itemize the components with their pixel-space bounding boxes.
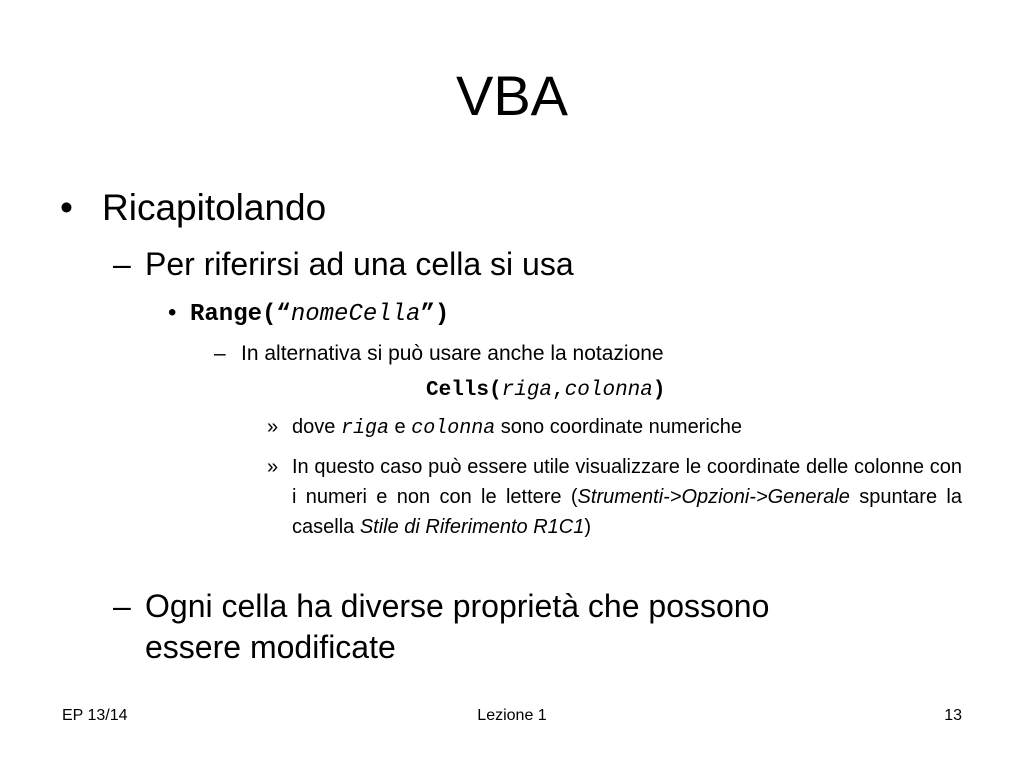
cells-code: Cells( bbox=[426, 379, 502, 402]
point-proprieta-line1: Ogni cella ha diverse proprietà che possono bbox=[145, 588, 770, 624]
range-code: Range(“ bbox=[190, 301, 291, 328]
sub1-code-colonna: colonna bbox=[411, 417, 496, 440]
range-param: nomeCella bbox=[290, 301, 421, 328]
footer-course: EP 13/14 bbox=[62, 707, 128, 724]
sub1-text-2: e bbox=[388, 416, 412, 438]
dash-icon: – bbox=[113, 588, 131, 624]
chevron-marker-icon: » bbox=[267, 456, 279, 478]
footer-lesson: Lezione 1 bbox=[477, 707, 547, 724]
sub1-text-3: sono coordinate numeriche bbox=[495, 416, 743, 438]
sub2-menu-path: Strumenti->Opzioni->Generale bbox=[577, 486, 850, 508]
dash-icon: – bbox=[214, 342, 226, 365]
point-coordinate-numeriche bbox=[292, 412, 742, 444]
cells-comma: , bbox=[552, 379, 565, 402]
chevron-marker-icon: » bbox=[267, 416, 279, 438]
cells-param-riga: riga bbox=[501, 379, 553, 402]
dash-icon: – bbox=[113, 246, 131, 282]
sub1-code-riga: riga bbox=[340, 417, 389, 440]
point-proprieta-line2: essere modificate bbox=[145, 629, 396, 665]
sub2-text-1: In questo caso può essere utile visualizzare le coordinate delle colonne con i numeri e non con le lettere ( bbox=[292, 456, 962, 508]
point-alternativa: In alternativa si può usare anche la notazione bbox=[241, 342, 664, 365]
slide-title: VBA bbox=[455, 64, 569, 127]
cells-syntax bbox=[426, 376, 665, 404]
point-riferirsi: Per riferirsi ad una cella si usa bbox=[145, 246, 574, 282]
range-syntax bbox=[190, 298, 449, 330]
point-visualizzare-r1c1 bbox=[292, 452, 962, 542]
sub2-text-2: spuntare la casella bbox=[292, 486, 962, 538]
bullet-icon: • bbox=[60, 187, 73, 228]
range-code-end: ”) bbox=[420, 301, 450, 328]
sub2-text-3: ) bbox=[584, 516, 592, 538]
cells-code-end: ) bbox=[652, 379, 666, 402]
footer-page-number: 13 bbox=[944, 707, 962, 724]
sub1-text-1: dove bbox=[292, 416, 341, 438]
heading-ricapitolando: Ricapitolando bbox=[102, 187, 327, 228]
cells-param-colonna: colonna bbox=[564, 379, 653, 402]
sub2-option-name: Stile di Riferimento R1C1 bbox=[359, 516, 585, 538]
bullet-icon: • bbox=[168, 299, 177, 326]
